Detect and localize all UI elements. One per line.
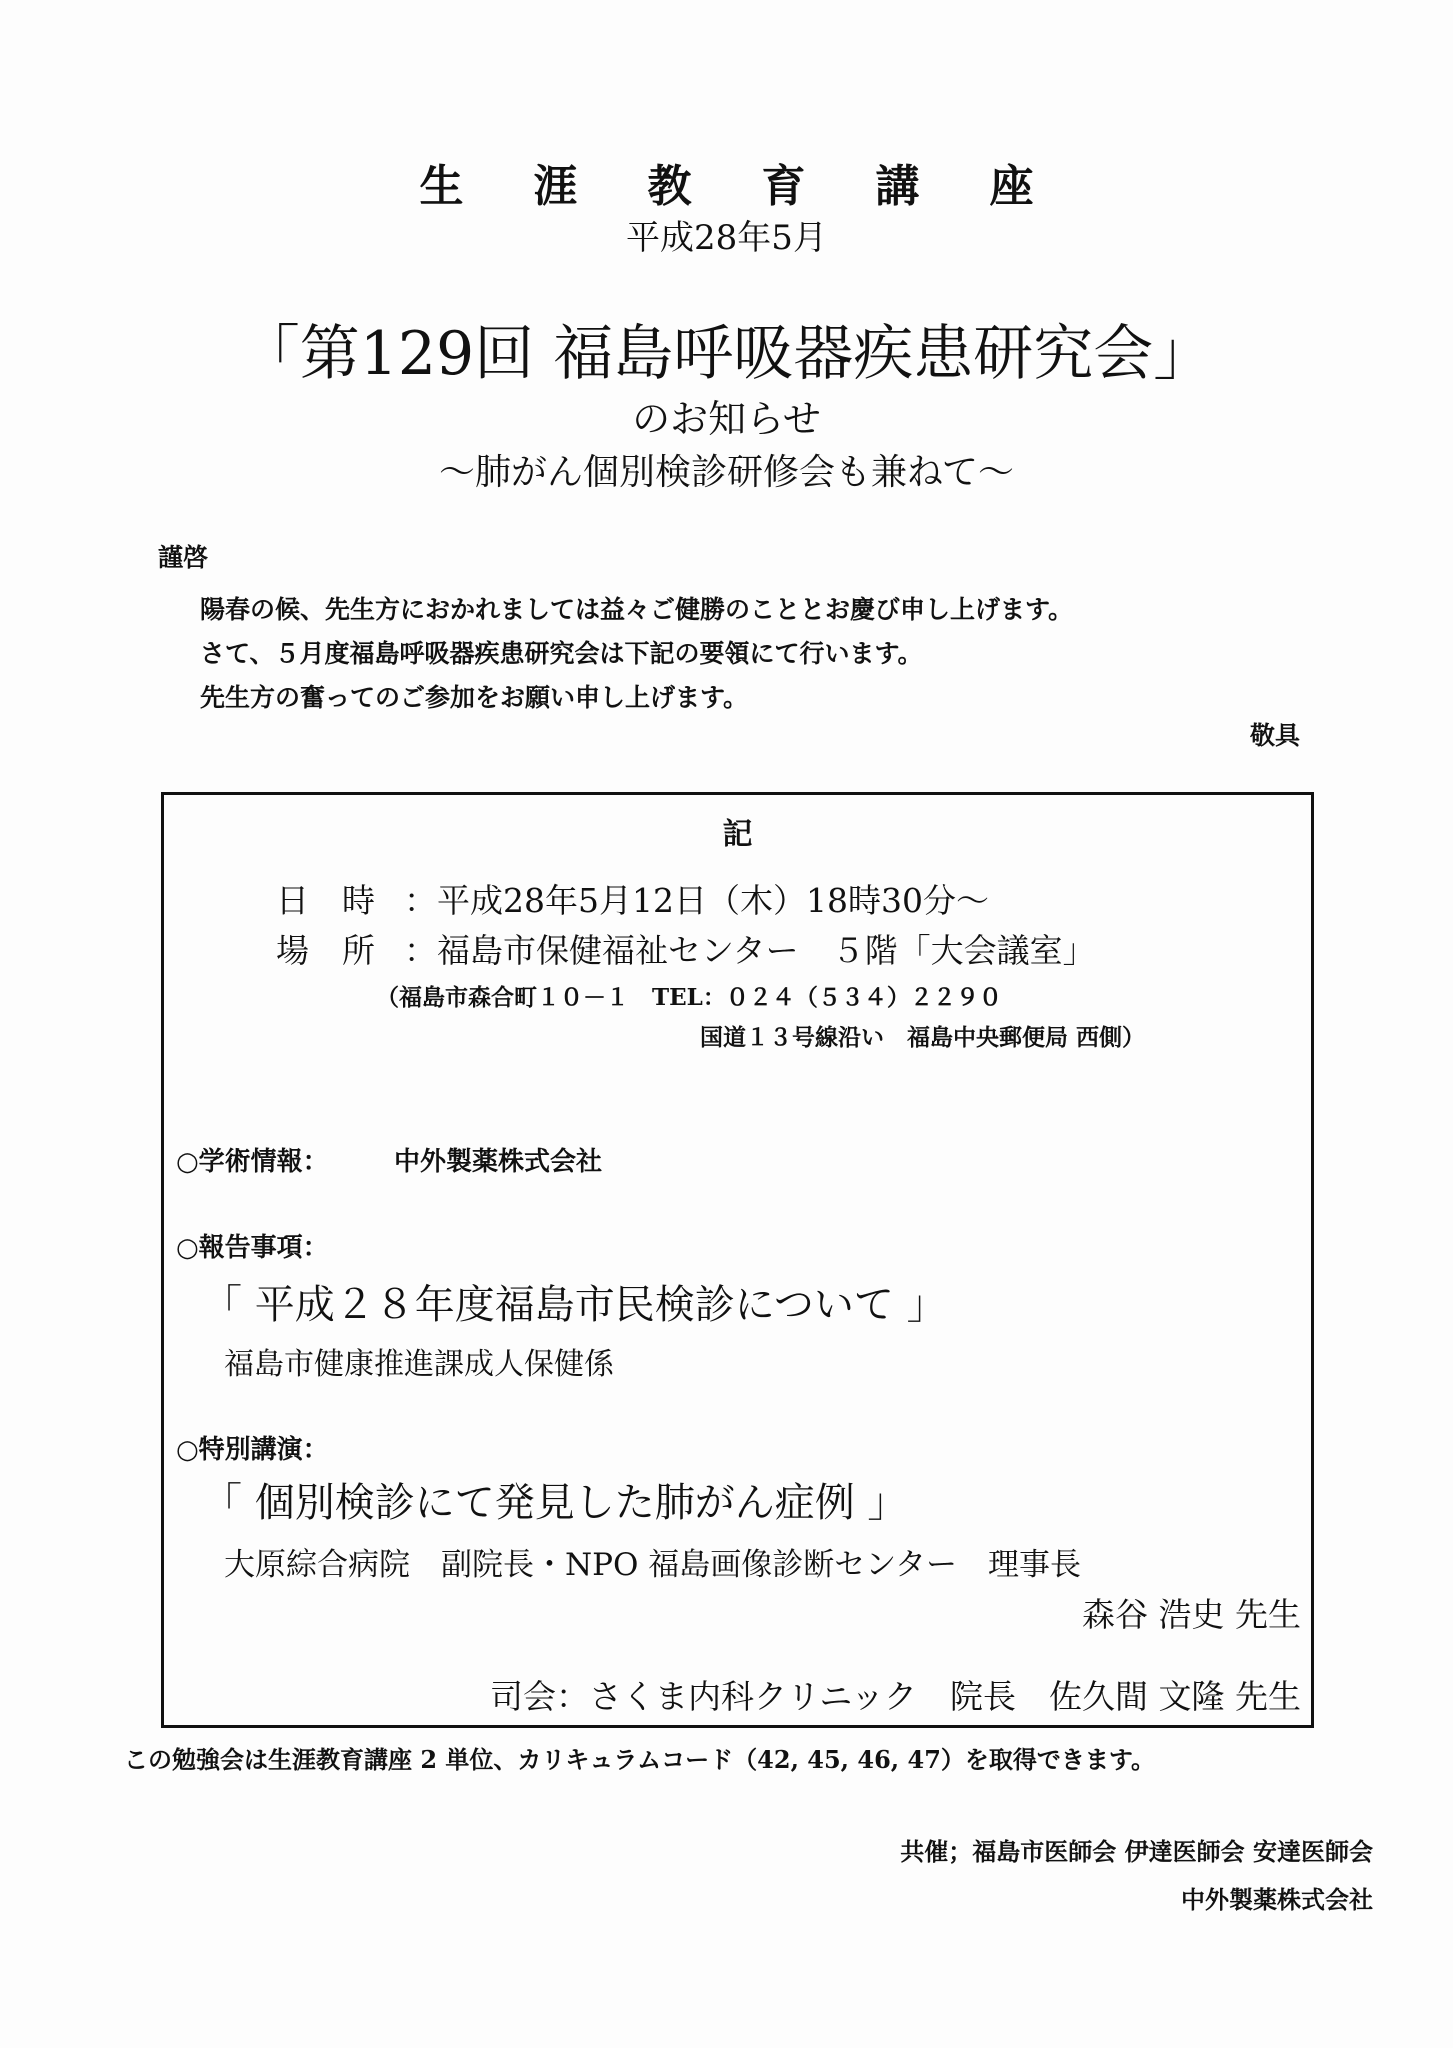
chair-person: 司会：さくま内科クリニック 院長 佐久間 文隆 先生 xyxy=(490,1677,1301,1716)
info-value: 中外製薬株式会社 xyxy=(394,1147,603,1177)
credit-note: この勉強会は生涯教育講座 2 単位、カリキュラムコード（42, 45, 46, 47）を取得できます。 xyxy=(124,1745,1155,1774)
notice-box xyxy=(161,792,1314,1728)
place-label: 場 所 xyxy=(276,931,375,970)
document-title: 「第129回 福島呼吸器疾患研究会」 xyxy=(239,319,1214,389)
title-subtitle-notice: のお知らせ xyxy=(632,397,821,441)
lecture-affiliation: 大原綜合病院 副院長・NPO 福島画像診断センター 理事長 xyxy=(224,1547,1082,1583)
report-label: ○報告事項： xyxy=(176,1233,329,1263)
sponsor-company: 中外製薬株式会社 xyxy=(1181,1885,1373,1914)
lecture-title: 「 個別検診にて発見した肺がん症例 」 xyxy=(202,1480,908,1526)
report-presenter: 福島市健康推進課成人保健係 xyxy=(224,1347,614,1382)
info-label: ○学術情報： xyxy=(176,1147,329,1177)
address-line: 国道１３号線沿い 福島中央郵便局 西側） xyxy=(700,1024,1146,1051)
greeting-line: 陽春の候、先生方におかれましては益々ご健勝のこととお慶び申し上げます。 xyxy=(200,595,1074,624)
lecture-label: ○特別講演： xyxy=(176,1435,329,1465)
notice-heading: 記 xyxy=(722,817,753,852)
address-line: （福島市森合町１０－１ TEL：０２４（５３４）２２９０ xyxy=(376,984,1002,1011)
closing-salutation: 敬具 xyxy=(1250,721,1301,750)
place-value: ：福島市保健福祉センター ５階「大会議室」 xyxy=(404,931,1096,970)
lecture-speaker: 森谷 浩史 先生 xyxy=(1082,1595,1301,1634)
report-title: 「 平成２８年度福島市民検診について 」 xyxy=(202,1282,947,1328)
datetime-label: 日 時 xyxy=(276,881,375,920)
series-title: 生涯教育講座 xyxy=(419,161,1104,212)
greeting-line: 先生方の奮ってのご参加をお願い申し上げます。 xyxy=(200,683,749,712)
greeting-line: さて、５月度福島呼吸器疾患研究会は下記の要領にて行います。 xyxy=(200,639,923,668)
datetime-value: ：平成28年5月12日（木）18時30分～ xyxy=(404,881,989,920)
co-hosts: 共催；福島市医師会 伊達医師会 安達医師会 xyxy=(900,1837,1373,1866)
opening-salutation: 謹啓 xyxy=(158,543,209,572)
issue-date: 平成28年5月 xyxy=(626,218,827,258)
title-subtitle-theme: ～肺がん個別検診研修会も兼ねて～ xyxy=(438,452,1015,493)
